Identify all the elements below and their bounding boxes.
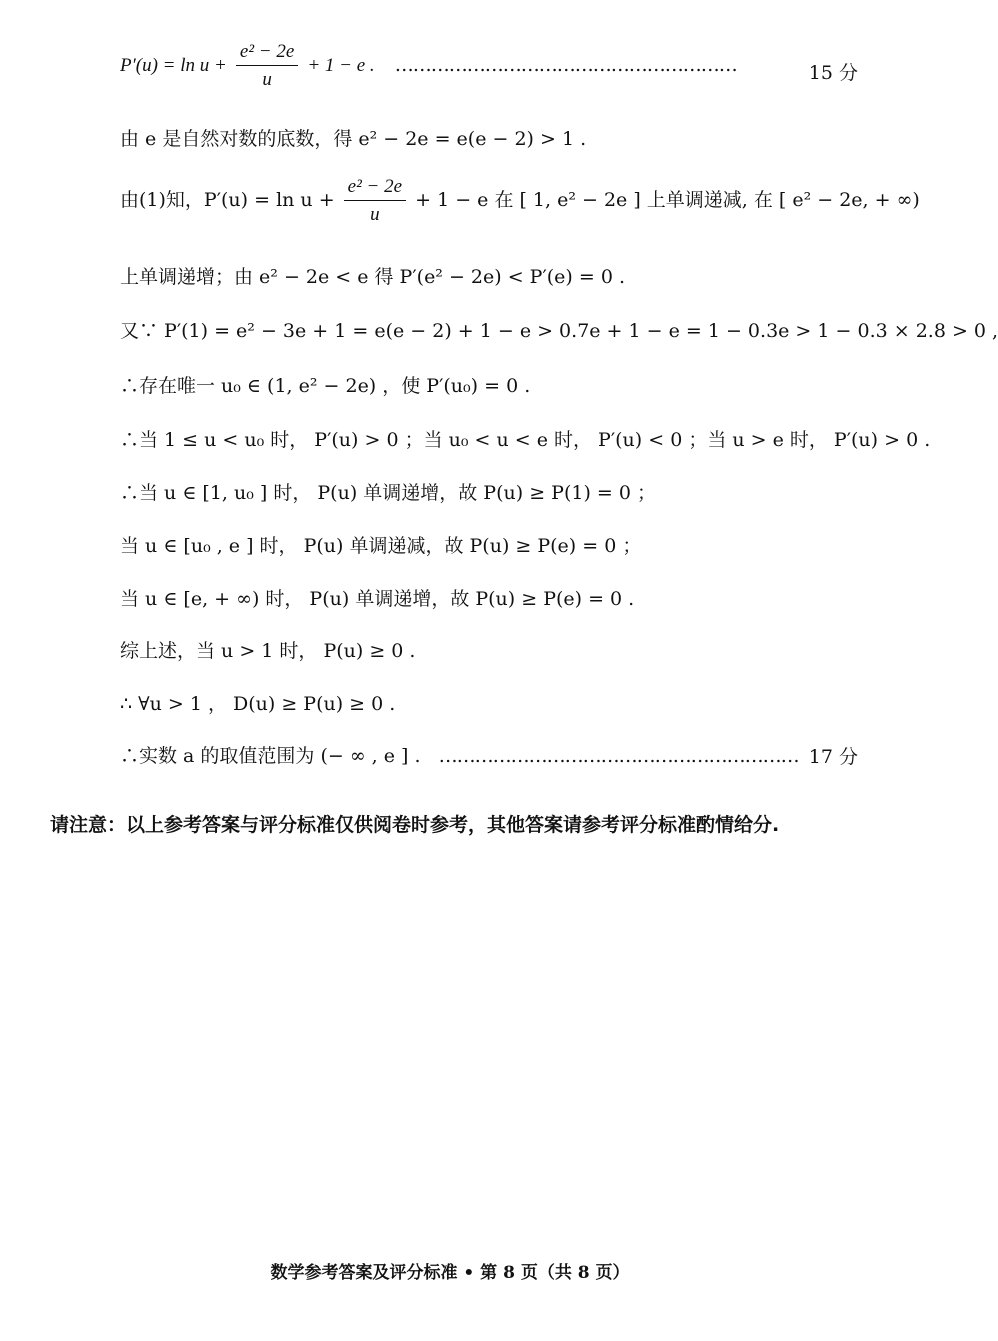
fraction-numerator: e² − 2e	[344, 175, 406, 201]
fraction	[236, 40, 298, 92]
formula-text: + 1 − e .	[307, 55, 375, 76]
text-line-13	[120, 742, 860, 770]
fraction-denominator: u	[370, 204, 380, 225]
fraction-numerator: e² − 2e	[236, 40, 298, 66]
formula-text: 由(1)知，P′(u) = ln u +	[120, 189, 335, 211]
text-line-12: ∴ ∀u > 1 ， D(u) ≥ P(u) ≥ 0 .	[120, 693, 396, 715]
text-line-10: 当 u ∈ [e, + ∞) 时， P(u) 单调递增，故 P(u) ≥ P(e) = 0 .	[120, 588, 635, 610]
formula-line-3	[120, 175, 920, 227]
text-line-11: 综上述，当 u > 1 时， P(u) ≥ 0 .	[120, 640, 416, 662]
text-line-6: ∴存在唯一 u₀ ∈ (1, e² − 2e) ，使 P′(u₀) = 0 .	[120, 375, 531, 397]
leader-dots: …………………………………………………	[394, 54, 737, 76]
text-line-4: 上单调递增；由 e² − 2e < e 得 P′(e² − 2e) < P′(e) = 0 .	[120, 266, 626, 288]
score-15: 15 分	[808, 62, 858, 84]
text-line-2: 由 e 是自然对数的底数，得 e² − 2e = e(e − 2) > 1 .	[120, 128, 587, 150]
fraction-denominator: u	[262, 69, 272, 90]
text-line-7: ∴当 1 ≤ u < u₀ 时， P′(u) > 0 ；当 u₀ < u < e 时， P′(u) < 0 ；当 u > e 时， P′(u) > 0 .	[120, 429, 931, 451]
text-line-5: 又∵ P′(1) = e² − 3e + 1 = e(e − 2) + 1 − e > 0.7e + 1 − e = 1 − 0.3e > 1 − 0.3 × 2.8 > 0 ,	[120, 320, 998, 342]
formula-text: P′(u) = ln u +	[120, 55, 227, 76]
leader-dots: ……………………………………………………	[438, 745, 799, 767]
score-17: 17 分	[808, 746, 858, 768]
text-line-9: 当 u ∈ [u₀ , e ] 时， P(u) 单调递减，故 P(u) ≥ P(e) = 0 ；	[120, 535, 642, 557]
formula-text: + 1 − e 在 [ 1, e² − 2e ] 上单调递减, 在 [ e² − 2e, + ∞)	[415, 189, 920, 211]
formula-line-1	[120, 40, 860, 92]
page-footer: 数学参考答案及评分标准 • 第 8 页（共 8 页）	[270, 1263, 630, 1283]
fraction	[344, 175, 406, 227]
grading-note: 请注意：以上参考答案与评分标准仅供阅卷时参考，其他答案请参考评分标准酌情给分.	[50, 814, 780, 836]
conclusion-text: ∴实数 a 的取值范围为 (− ∞ , e ] .	[120, 745, 421, 767]
text-line-8: ∴当 u ∈ [1, u₀ ] 时， P(u) 单调递增，故 P(u) ≥ P(1) = 0 ；	[120, 482, 656, 504]
